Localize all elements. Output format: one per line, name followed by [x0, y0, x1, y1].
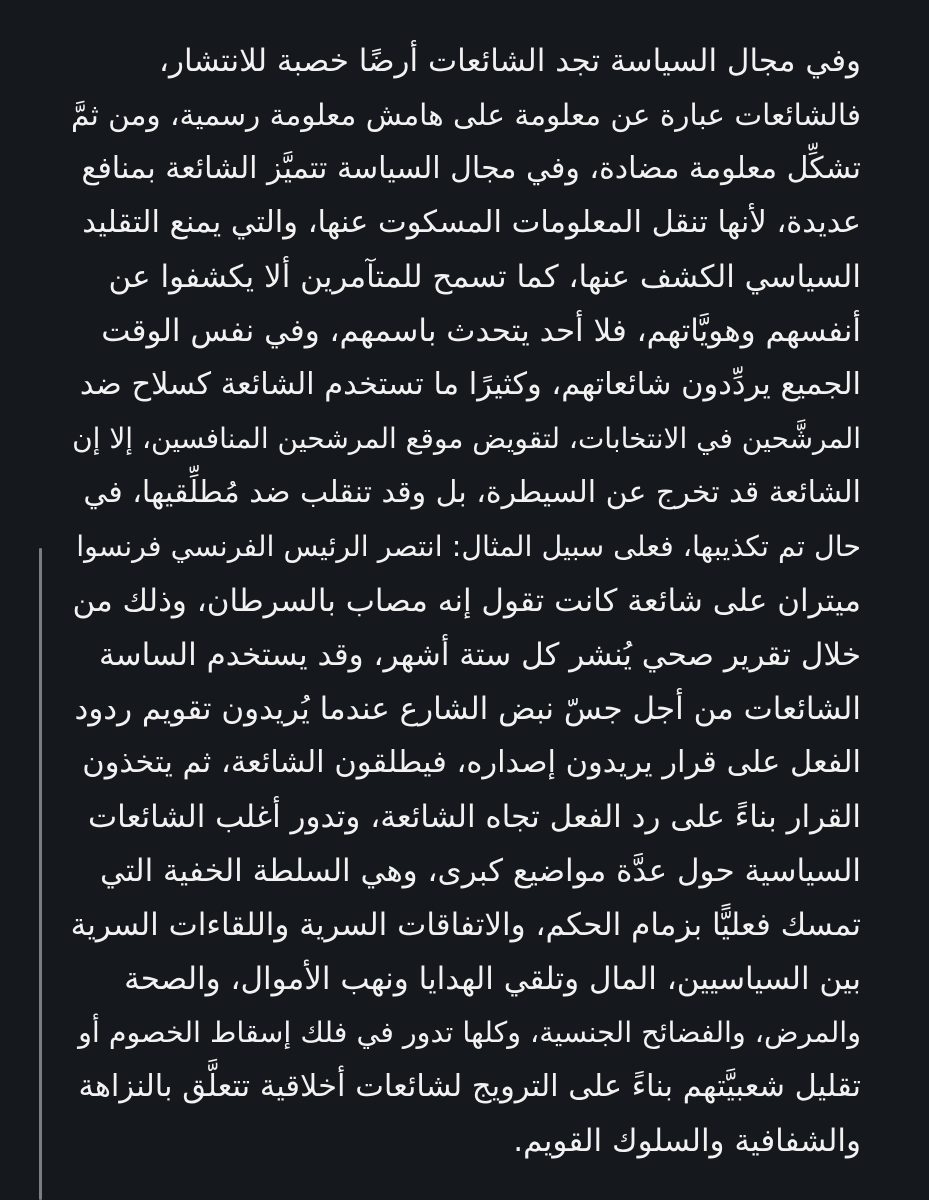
text-line: عديدة، لأنها تنقل المعلومات المسكوت عنها، والتي يمنع التقليد: [82, 205, 861, 240]
text-line: تمسك فعليًّا بزمام الحكم، والاتفاقات السرية واللقاءات السرية: [70, 907, 861, 943]
text-line: القرار بناءً على رد الفعل تجاه الشائعة، وتدور أغلب الشائعات: [87, 799, 861, 835]
text-line: السياسي الكشف عنها، كما تسمح للمتآمرين ألا يكشفوا عن: [108, 259, 861, 295]
text-line: فالشائعات عبارة عن معلومة على هامش معلومة رسمية، ومن ثمَّ: [70, 98, 861, 132]
text-line: السياسية حول عدَّة مواضيع كبرى، وهي السلطة الخفية التي: [99, 853, 861, 889]
text-line: وفي مجال السياسة تجد الشائعات أرضًا خصبة للانتشار،: [159, 43, 861, 79]
text-line: الفعل على قرار يريدون إصداره، فيطلقون الشائعة، ثم يتخذون: [82, 745, 861, 780]
text-line: الشائعة قد تخرج عن السيطرة، بل وقد تنقلب ضد مُطلِّقيها، في: [83, 475, 861, 510]
text-line: الجميع يردِّدون شائعاتهم، وكثيرًا ما تستخدم الشائعة كسلاح ضد: [79, 367, 861, 402]
text-line: خلال تقرير صحي يُنشر كل ستة أشهر، وقد يستخدم الساسة: [98, 637, 861, 673]
text-line: الشائعات من أجل جسّ نبض الشارع عندما يُريدون تقويم ردود: [74, 691, 861, 727]
article-text: [71, 34, 861, 1168]
text-line: بين السياسيين، المال وتلقي الهدايا ونهب الأموال، والصحة: [124, 961, 861, 997]
text-line: أنفسهم وهويَّاتهم، فلا أحد يتحدث باسمهم، وفي نفس الوقت: [101, 313, 861, 349]
text-line: والشفافية والسلوك القويم.: [513, 1123, 861, 1159]
scroll-indicator[interactable]: [39, 548, 42, 1200]
text-line: تقليل شعبيَّتهم بناءً على الترويج لشائعات أخلاقية تتعلَّق بالنزاهة: [78, 1069, 861, 1104]
text-line: والمرض، والفضائح الجنسية، وكلها تدور في فلك إسقاط الخصوم أو: [78, 1016, 861, 1049]
text-line: ميتران على شائعة كانت تقول إنه مصاب بالسرطان، وذلك من: [72, 583, 861, 619]
text-line: المرشَّحين في الانتخابات، لتقويض موقع المرشحين المنافسين، إلا إن: [72, 422, 861, 455]
text-line: حال تم تكذيبها، فعلى سبيل المثال: انتصر الرئيس الفرنسي فرنسوا: [76, 530, 861, 563]
text-line: تشكِّل معلومة مضادة، وفي مجال السياسة تتميَّز الشائعة بمنافع: [81, 151, 861, 186]
